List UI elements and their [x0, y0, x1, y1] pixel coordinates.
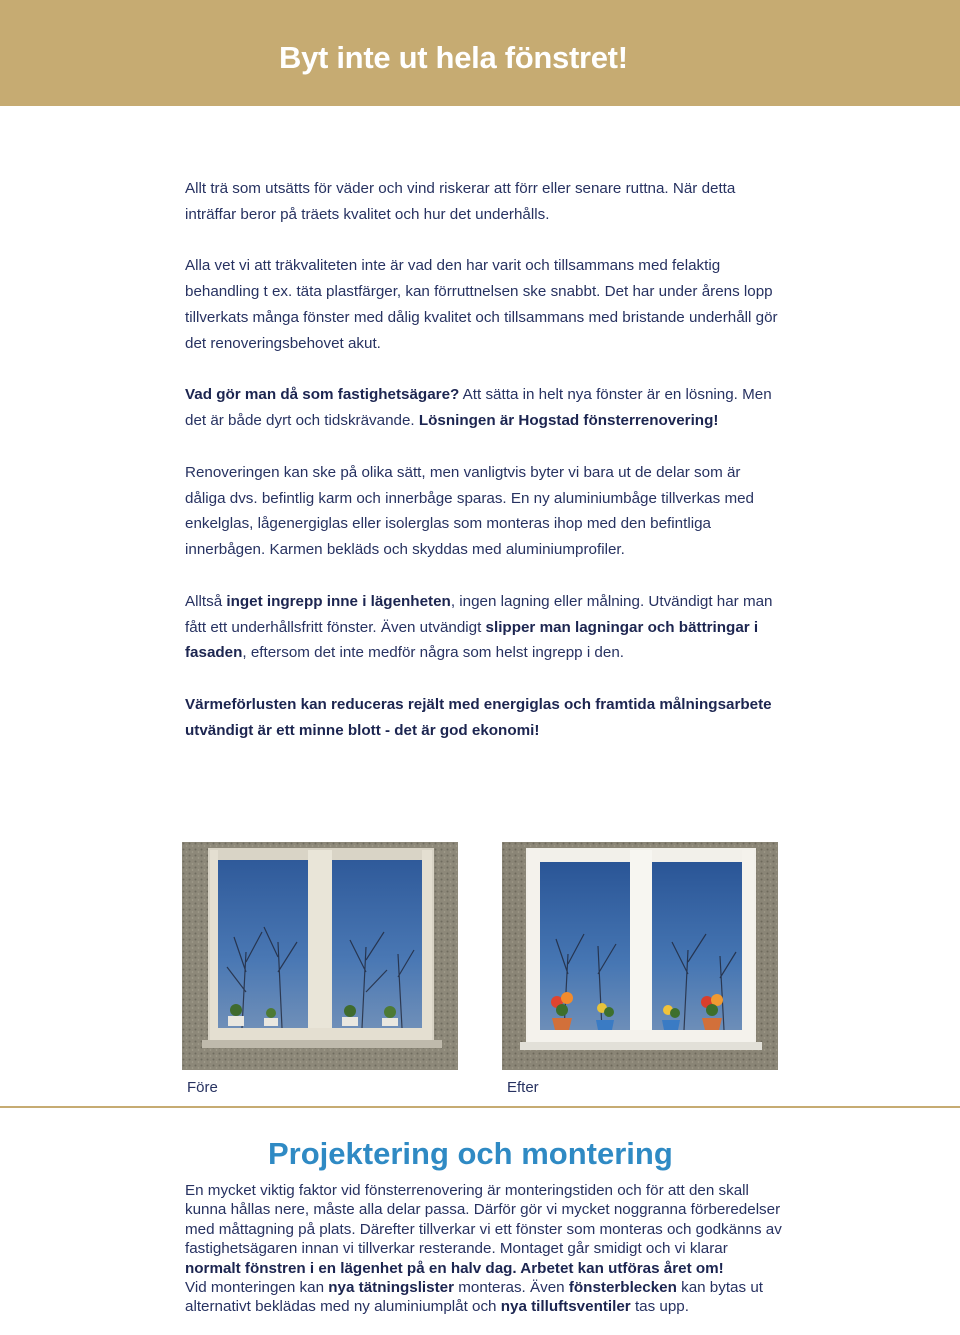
intro-text [185, 176, 785, 769]
section-text-part-9: tas upp. [630, 1298, 689, 1316]
intro-paragraph-4: Renoveringen kan ske på olika sätt, men vanligtvis byter vi bara ut de delar som är dåliga dvs. befintlig karm och innerbåge sparas. En ny aluminiumbåge tillverkas med enkelglas, lågenergiglas eller isolerglas som monteras ihop med den befintliga innerbågen. Karmen bekläds och skyddas med aluminiumprofiler. [185, 463, 754, 559]
section-text-part-3: Vid monteringen kan [185, 1279, 329, 1297]
section-divider [0, 1106, 960, 1108]
intro-paragraph-5 [185, 589, 785, 666]
section-highlight-3: fönsterblecken [568, 1279, 677, 1297]
section-highlight-1: normalt fönstren i en lägenhet på en halv dag. Arbetet kan utföras året om! [185, 1259, 724, 1277]
energy-statement: Värmeförlusten kan reduceras rejält med energiglas och framtida målningsarbete utvändigt är ett minne blott - det är god ekonomi! [185, 695, 772, 739]
before-photo [182, 842, 458, 1070]
section-text-part-5: monteras. Även [454, 1279, 569, 1297]
answer-text: Att sätta in helt nya fönster är en lösning. Men det är både dyrt och tidskrävande. [185, 386, 772, 430]
section-text [185, 1181, 785, 1317]
p5-part-a: Alltså [185, 592, 227, 610]
section-highlight-4: nya tilluftsventiler [500, 1298, 631, 1316]
page-title: Byt inte ut hela fönstret! [279, 40, 628, 75]
section-highlight-2: nya tätningslister [328, 1279, 455, 1297]
section-text-part-7: kan bytas ut alternativt beklädas med ny aluminiumplåt och [185, 1279, 763, 1316]
p5-part-c: , ingen lagning eller målning. Utvändigt har man fått ett underhållsfritt fönster. Även utvändigt [185, 592, 773, 636]
intro-paragraph-2: Alla vet vi att träkvaliteten inte är vad den har varit och tillsammans med felaktig behandling t ex. täta plastfärger, kan förruttnelsen ske snabbt. Det har under årens lopp tillverkats många fönster med dålig kvalitet och tillsammans med bristande underhåll gör det renoveringsbehovet akut. [185, 257, 778, 352]
intro-paragraph-3 [185, 382, 785, 434]
section-title: Projektering och montering [268, 1136, 673, 1171]
after-photo [502, 842, 778, 1070]
before-caption: Före [187, 1079, 218, 1096]
p5-part-b: inget ingrepp inne i lägenheten [226, 592, 451, 610]
solution-text: Lösningen är Hogstad fönsterrenovering! [418, 412, 719, 430]
question-text: Vad gör man då som fastighetsägare? [185, 386, 460, 404]
after-caption: Efter [507, 1079, 539, 1096]
p5-part-d: slipper man lagningar och bättringar i fasaden [185, 618, 759, 662]
p5-part-e: , eftersom det inte medför några som helst ingrepp i den. [242, 644, 624, 662]
intro-paragraph-1: Allt trä som utsätts för väder och vind riskerar att förr eller senare ruttna. När detta inträffar beror på träets kvalitet och hur det underhålls. [185, 180, 736, 223]
before-window-illustration [182, 842, 458, 1070]
after-window-illustration [502, 842, 778, 1070]
section-text-part-1: En mycket viktig faktor vid fönsterrenovering är monteringstiden och för att den skall kunna hållas nere, måste alla delar passa. Därför gör vi mycket noggranna förberedelser med måttagning på plats. Därefter tillverkar vi ett fönster som monteras och godkänns av fastighetsägaren innan vi tillverkar resterande. Montaget går smidigt och vi klarar [185, 1182, 782, 1258]
intro-paragraph-6 [185, 692, 785, 744]
